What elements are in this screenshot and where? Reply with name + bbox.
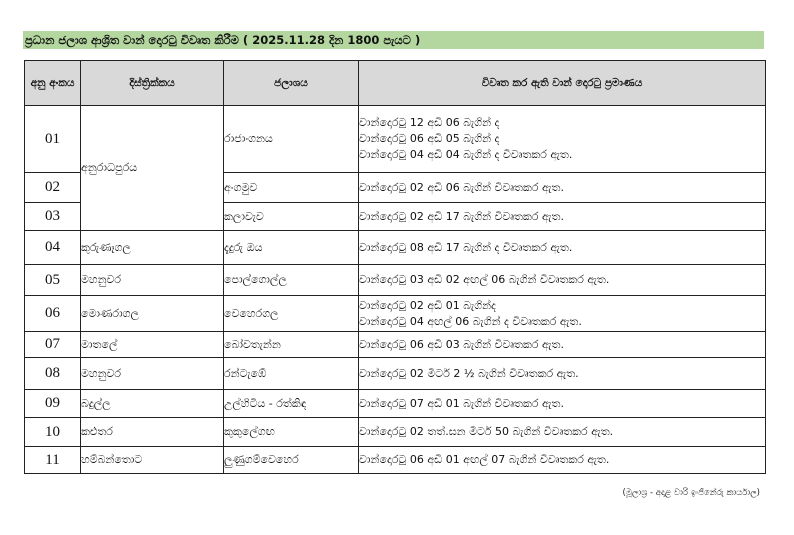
row-number: 05 xyxy=(25,265,81,296)
amount-line: වාන්දොරටු 03 අඩි 02 අඟල් 06 බැගින් විවෘතකර ඇත. xyxy=(359,273,610,286)
page-title: ප්‍රධාන ජලාශ ආශ්‍රිත වාන් දොරටු විවෘත කිරීම ( 2025.11.28 දින 1800 පැයට ) xyxy=(23,31,764,49)
header-no: අනු අංකය xyxy=(25,61,81,106)
amount-line: වාන්දොරටු 02 මීටර් 2 ½ බැගින් විවෘතකර ඇත. xyxy=(359,366,579,380)
reservoir-cell: පොල්ගොල්ල xyxy=(224,265,359,296)
district-cell: මොණරාගල xyxy=(81,296,224,332)
amount-cell xyxy=(359,332,766,358)
amount-cell xyxy=(359,265,766,296)
row-number: 01 xyxy=(25,106,81,173)
amount-line: වාන්දොරටු 02 තත්.ඝන මීටර් 50 බැගින් විවෘතකර ඇත. xyxy=(359,425,614,438)
table-row xyxy=(25,447,766,474)
reservoir-cell: බෝවතැන්න xyxy=(224,332,359,358)
district-cell: මහනුවර xyxy=(81,358,224,390)
amount-line: වාන්දොරටු 06 අඩි 03 බැගින් විවෘතකර ඇත. xyxy=(359,337,564,351)
amount-line: වාන්දොරටු 02 අඩි 06 බැගින් විවෘතකර ඇත. xyxy=(359,180,564,194)
district-cell: හම්බන්තොට xyxy=(81,447,224,474)
amount-line: වාන්දොරටු 07 අඩි 01 බැගින් විවෘතකර ඇත. xyxy=(359,396,564,410)
table-row xyxy=(25,296,766,332)
spillway-table xyxy=(24,60,766,474)
reservoir-cell: වෙහෙරගල xyxy=(224,296,359,332)
amount-cell xyxy=(359,106,766,173)
amount-cell xyxy=(359,358,766,390)
row-number: 09 xyxy=(25,390,81,418)
reservoir-cell: උල්හිටිය - රත්කිඳ xyxy=(224,390,359,418)
table-row xyxy=(25,231,766,265)
amount-cell xyxy=(359,390,766,418)
reservoir-cell: කුකුලේගඟ xyxy=(224,418,359,447)
row-number: 03 xyxy=(25,203,81,231)
table-row xyxy=(25,418,766,447)
reservoir-cell: රන්ටැඹේ xyxy=(224,358,359,390)
amount-line: වාන්දොරටු 12 අඩි 06 බැගින් ද xyxy=(359,116,500,129)
amount-line: වාන්දොරටු 06 අඩි 01 අඟල් 07 බැගින් විවෘතකර ඇත. xyxy=(359,453,610,466)
reservoir-cell: දැදුරු ඔය xyxy=(224,231,359,265)
amount-line: වාන්දොරටු 02 අඩි 01 බැගින්ද xyxy=(359,298,496,312)
amount-line: වාන්දොරටු 04 අඟල් 06 බැගින් ද විවෘතකර ඇත. xyxy=(359,314,582,328)
table-row xyxy=(25,390,766,418)
reservoir-cell: අංගමුව xyxy=(224,173,359,203)
row-number: 02 xyxy=(25,173,81,203)
reservoir-cell: ලුණුගම්වෙහෙර xyxy=(224,447,359,474)
amount-cell xyxy=(359,296,766,332)
source-note: (මූලාශ්‍ර - අදාළ වාරි ඉංජිනේරු කාර්යාල) xyxy=(622,488,760,498)
table-row xyxy=(25,265,766,296)
row-number: 11 xyxy=(25,447,81,474)
district-cell: බදුල්ල xyxy=(81,390,224,418)
table-row xyxy=(25,332,766,358)
reservoir-cell: කලාවැව xyxy=(224,203,359,231)
reservoir-cell: රාජාංගනය xyxy=(224,106,359,173)
amount-line: වාන්දොරටු 02 අඩි 17 බැගින් විවෘතකර ඇත. xyxy=(359,209,564,223)
district-cell: කළුතර xyxy=(81,418,224,447)
row-number: 10 xyxy=(25,418,81,447)
header-district: දිස්ත්‍රික්කය xyxy=(81,61,224,106)
table-row xyxy=(25,358,766,390)
table-header-row xyxy=(25,61,766,106)
amount-cell xyxy=(359,418,766,447)
row-number: 08 xyxy=(25,358,81,390)
district-cell: කුරුණෑගල xyxy=(81,231,224,265)
amount-line: වාන්දොරටු 06 අඩි 05 බැගින් ද xyxy=(359,132,500,145)
amount-cell xyxy=(359,231,766,265)
amount-line: වාන්දොරටු 08 අඩි 17 බැගින් ද විවෘතකර ඇත. xyxy=(359,240,573,254)
row-number: 04 xyxy=(25,231,81,265)
amount-line: වාන්දොරටු 04 අඩි 04 බැගින් ද විවෘතකර ඇත. xyxy=(359,148,573,161)
header-reservoir: ජලාශය xyxy=(224,61,359,106)
row-number: 07 xyxy=(25,332,81,358)
district-cell: අනුරාධපුරය xyxy=(81,106,224,231)
amount-cell xyxy=(359,447,766,474)
amount-cell xyxy=(359,173,766,203)
district-cell: මහනුවර xyxy=(81,265,224,296)
amount-cell xyxy=(359,203,766,231)
table-row xyxy=(25,106,766,173)
row-number: 06 xyxy=(25,296,81,332)
district-cell: මාතලේ xyxy=(81,332,224,358)
header-amount: විවෘත කර ඇති වාන් දොරටු ප්‍රමාණය xyxy=(359,61,766,106)
